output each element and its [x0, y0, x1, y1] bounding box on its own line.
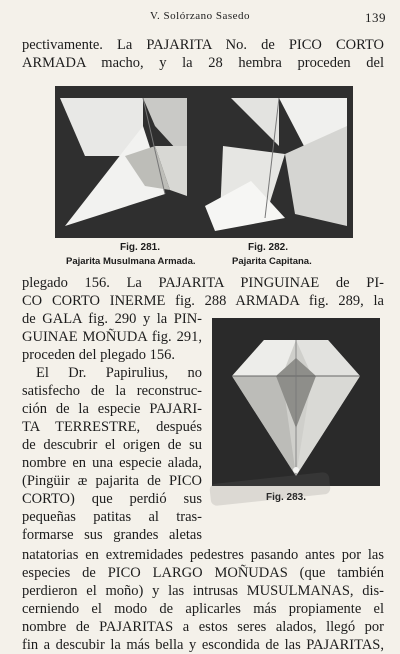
page-header	[0, 10, 400, 28]
text-line: TA TERRESTRE, después	[22, 419, 202, 435]
text-line: CORTO) que perdió sus	[22, 491, 202, 507]
text-line: pectivamente. La PAJARITA No. de PICO CORTO	[22, 37, 384, 53]
text-line: de GALA fig. 290 y la PIN-	[22, 311, 202, 327]
text-line: satisfecho de la reconstruc-	[22, 383, 202, 399]
figure-283-label: Fig. 283.	[266, 492, 307, 503]
text-line: CO CORTO INERME fig. 288 ARMADA fig. 289, la	[22, 293, 384, 309]
text-line: ción de la especie PAJARI-	[22, 401, 202, 417]
origami-diamond-illustration	[212, 318, 380, 486]
text-line: pequeñas patitas al tras-	[22, 509, 202, 525]
figure-282-caption: Pajarita Capitana.	[232, 256, 312, 267]
text-line: nombre de PAJARITAS a estos seres alados, llegó por	[22, 619, 384, 635]
text-line: natatorias en extremidades pedestres pasando antes por las	[22, 547, 384, 563]
figure-282-label: Fig. 282.	[248, 242, 289, 253]
text-line: formarse sus grandes aletas	[22, 527, 202, 543]
origami-birds-illustration	[55, 86, 353, 238]
text-line: GUINAE MOÑUDA fig. 291,	[22, 329, 202, 345]
text-line: plegado 156. La PAJARITA PINGUINAE de PI-	[22, 275, 384, 291]
paragraph-start: El Dr. Papirulius, no	[36, 365, 202, 381]
text-line: fin a descubir la más bella y escondida de las PAJARITAS,	[22, 637, 384, 653]
page-number: 139	[365, 10, 386, 25]
text-line: perdieron el moño) y las intrusas MUSULMANAS, dis-	[22, 583, 384, 599]
text-line: proceden del plegado 156.	[22, 347, 176, 363]
text-line: ARMADA macho, y la 28 hembra proceden del	[22, 55, 384, 71]
text-line: (Pingüir æ pajarita de PICO	[22, 473, 202, 489]
figure-283-photo	[212, 318, 380, 486]
text-line	[36, 364, 202, 382]
text-line: cerniendo el modo de aplicarles más propiamente el	[22, 601, 384, 617]
text-line: nombre en una especie alada,	[22, 455, 202, 471]
text-line: de descubrir el origen de su	[22, 437, 202, 453]
figure-281-caption: Pajarita Musulmana Armada.	[66, 256, 196, 267]
running-head: V. Solórzano Sasedo	[150, 10, 251, 22]
text-line: especies de PICO LARGO MOÑUDAS (que también	[22, 565, 384, 581]
figure-281-282-photo	[55, 86, 353, 238]
figure-281-label: Fig. 281.	[120, 242, 161, 253]
